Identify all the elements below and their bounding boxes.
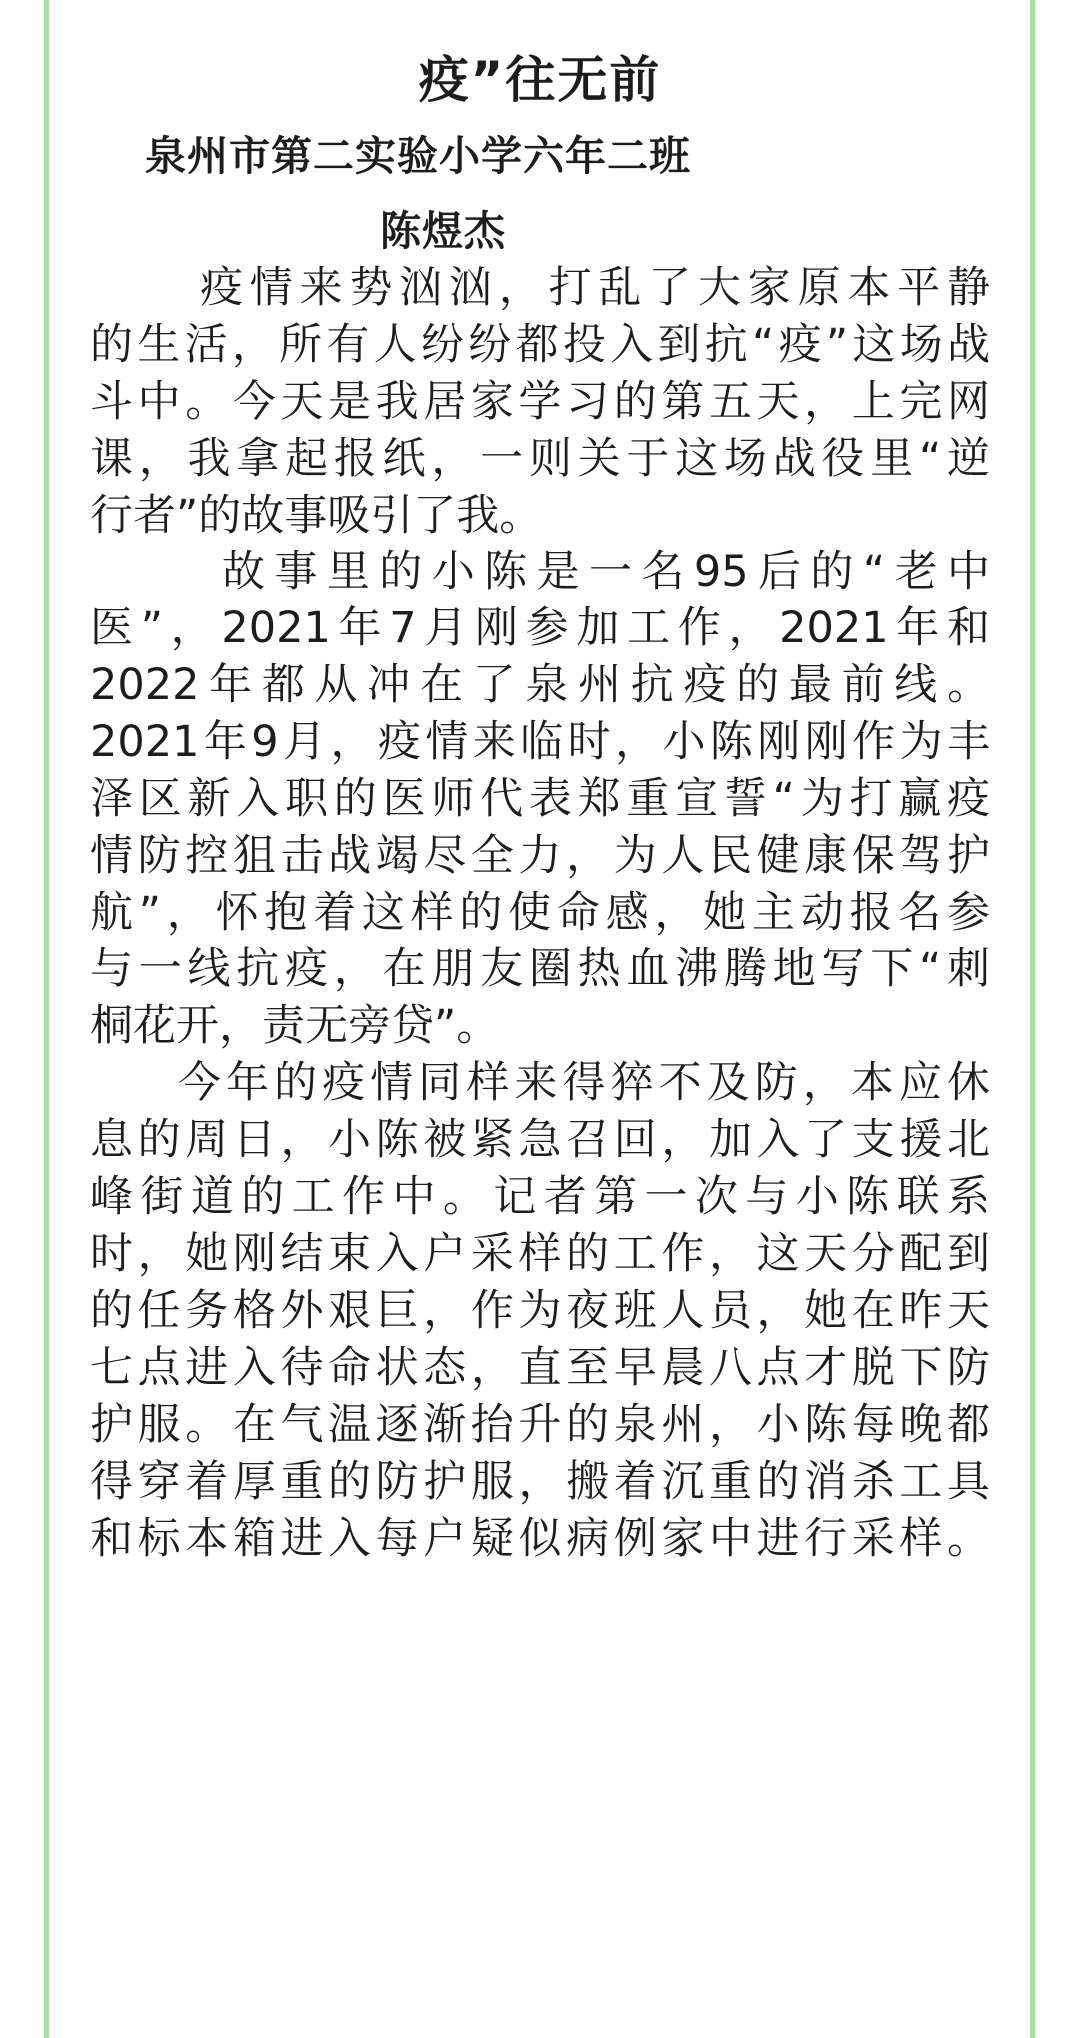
paragraph-line: 息的周日，小陈被紧急召回，加入了支援北	[90, 1115, 990, 1165]
paragraph-line: 峰街道的工作中。记者第一次与小陈联系	[90, 1172, 990, 1222]
page-border-right	[1030, 0, 1035, 2038]
paragraph-line: 泽区新入职的医师代表郑重宣誓“为打赢疫	[90, 774, 990, 824]
paragraph-line: 时，她刚结束入户采样的工作，这天分配到	[90, 1229, 990, 1279]
essay-title: 疫”往无前	[418, 51, 662, 109]
paragraph-line: 今年的疫情同样来得猝不及防，本应休	[178, 1058, 990, 1108]
author-name: 陈煜杰	[380, 207, 506, 255]
paragraph-line: 故事里的小陈是一名95后的“老中	[222, 547, 990, 597]
paragraph-line: 七点进入待命状态，直至早晨八点才脱下防	[90, 1343, 990, 1393]
paragraph-line: 航”，怀抱着这样的使命感，她主动报名参	[90, 888, 990, 938]
paragraph-line: 和标本箱进入每户疑似病例家中进行采样。	[90, 1514, 990, 1564]
paragraph-line: 行者”的故事吸引了我。	[90, 491, 543, 541]
paragraph-line: 情防控狙击战竭尽全力，为人民健康保驾护	[90, 831, 990, 881]
paragraph-line: 疫情来势汹汹，打乱了大家原本平静	[200, 263, 990, 313]
paragraph-line: 与一线抗疫，在朋友圈热血沸腾地写下“刺	[90, 944, 990, 994]
paragraph-line: 课，我拿起报纸，一则关于这场战役里“逆	[90, 434, 990, 484]
school-class-line: 泉州市第二实验小学六年二班	[145, 132, 691, 180]
paragraph-line: 2022年都从冲在了泉州抗疫的最前线。	[90, 660, 990, 710]
paragraph-line: 2021年9月，疫情来临时，小陈刚刚作为丰	[90, 717, 990, 767]
paragraph-line: 护服。在气温逐渐抬升的泉州，小陈每晚都	[90, 1400, 990, 1450]
paragraph-line: 得穿着厚重的防护服，搬着沉重的消杀工具	[90, 1457, 990, 1507]
paragraph-line: 的生活，所有人纷纷都投入到抗“疫”这场战	[90, 320, 990, 370]
paragraph-line: 桐花开，责无旁贷”。	[90, 1001, 500, 1051]
paragraph-line: 斗中。今天是我居家学习的第五天，上完网	[90, 377, 990, 427]
paragraph-line: 医”，2021年7月刚参加工作，2021年和	[90, 603, 990, 653]
page-border-left	[44, 0, 49, 2038]
paragraph-line: 的任务格外艰巨，作为夜班人员，她在昨天	[90, 1286, 990, 1336]
